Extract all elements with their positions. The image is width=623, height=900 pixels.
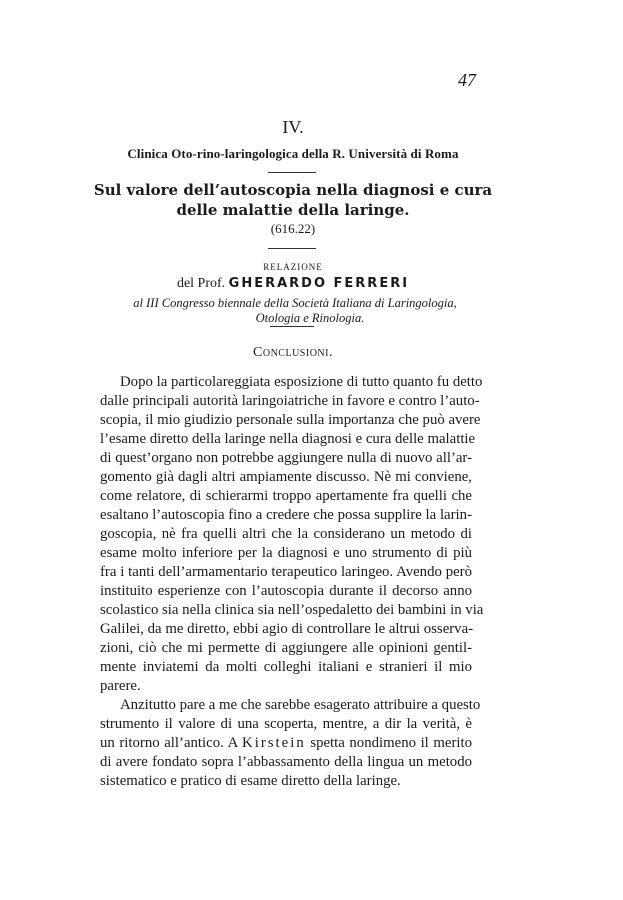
body-line: zioni, ciò che mi permette di aggiungere alle opinioni gentil- bbox=[100, 640, 472, 656]
spaced-name-kirstein: Kirstein bbox=[242, 735, 306, 751]
article-title-line-1: Sul valore dell’autoscopia nella diagnosi e cura bbox=[93, 181, 493, 199]
body-line: strumento il valore di una scoperta, mentre, a dir la verità, è bbox=[100, 716, 472, 732]
divider-rule bbox=[268, 248, 316, 249]
section-numeral: IV. bbox=[282, 117, 304, 137]
relazione-label: RELAZIONE bbox=[263, 262, 323, 272]
author-line bbox=[0, 276, 586, 292]
body-line: Dopo la particolareggiata esposizione di tutto quanto fu detto bbox=[120, 374, 483, 390]
body-line: dalle principali autorità laringoiatriche in favore e contro l’auto- bbox=[100, 393, 480, 409]
conclusions-heading: Conclusioni. bbox=[253, 345, 333, 360]
body-line: come relatore, di schierarmi troppo apertamente fra quelli che bbox=[100, 488, 472, 504]
body-line bbox=[100, 734, 472, 753]
clinic-heading: Clinica Oto-rino-laringologica della R. Università di Roma bbox=[127, 146, 459, 161]
author-name: GHERARDO FERRERI bbox=[228, 276, 410, 291]
body-line-segment: un ritorno all’antico. A bbox=[100, 735, 238, 751]
body-line-segment: spetta nondimeno il merito bbox=[310, 735, 473, 751]
body-line: di quest’organo non potrebbe aggiungere nulla di nuovo all’ar- bbox=[100, 450, 472, 466]
body-line: fra i tanti dell’armamentario terapeutico laringeo. Avendo però bbox=[100, 564, 472, 580]
congress-line-2: Otologia e Rinologia. bbox=[255, 311, 365, 325]
author-prefix: del Prof. bbox=[176, 276, 226, 291]
body-line: goscopia, nè fra quelli altri che la considerano un metodo di bbox=[100, 526, 472, 542]
divider-rule bbox=[268, 172, 316, 173]
body-line: instituito esperienze con l’autoscopia durante il decorso anno bbox=[100, 583, 472, 599]
page-number: 47 bbox=[458, 70, 476, 90]
body-line: Anzitutto pare a me che sarebbe esagerato attribuire a questo bbox=[120, 697, 481, 713]
body-line: gomento già dagli altri ampiamente discusso. Nè mi conviene, bbox=[100, 469, 472, 485]
body-line: Galilei, da me diretto, ebbi agio di controllare le altrui osserva- bbox=[100, 621, 474, 637]
body-line: scolastico sia nella clinica sia nell’ospedaletto dei bambini in via bbox=[100, 602, 484, 618]
congress-line-1: al III Congresso biennale della Società Italiana di Laringologia, bbox=[133, 296, 457, 310]
classification-code: (616.22) bbox=[270, 221, 316, 236]
divider-rule bbox=[270, 326, 314, 327]
body-line: esame molto inferiore per la diagnosi e uno strumento di più bbox=[100, 545, 472, 561]
body-line: scopia, il mio giudizio personale sulla importanza che può avere bbox=[100, 412, 481, 428]
body-line: sistematico e pratico di esame diretto della laringe. bbox=[100, 773, 401, 789]
body-line: parere. bbox=[100, 678, 141, 694]
body-line: mente inviatemi da molti colleghi italiani e stranieri il mio bbox=[100, 659, 472, 675]
body-line: l’esame diretto della laringe nella diagnosi e cura delle malattie bbox=[100, 431, 476, 447]
body-line: di avere fondato sopra l’abbassamento della lingua un metodo bbox=[100, 754, 472, 770]
article-title-line-2: delle malattie della laringe. bbox=[176, 201, 410, 219]
body-line: esaltano l’autoscopia fino a credere che possa supplire la larin- bbox=[100, 507, 472, 523]
